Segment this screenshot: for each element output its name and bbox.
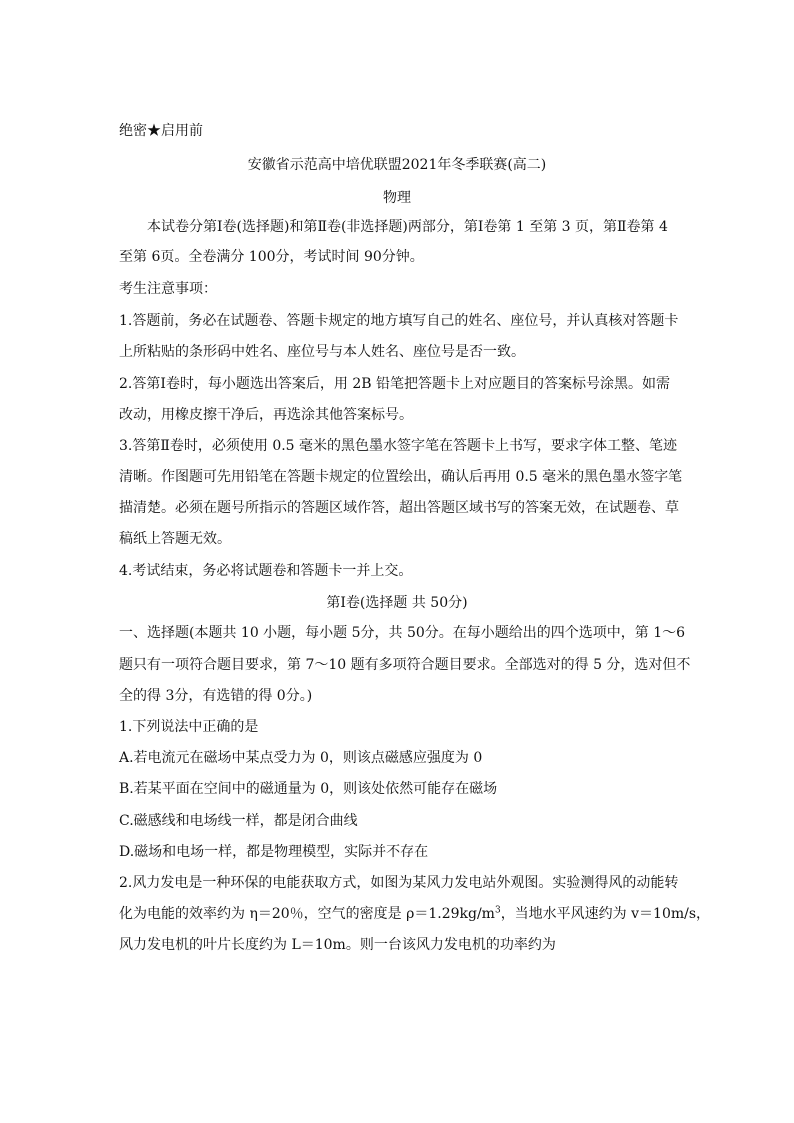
notes-heading: 考生注意事项： [119,281,217,297]
superscript-three: 3 [494,905,501,916]
note-2-line-2: 改动，用橡皮擦干净后，再选涂其他答案标号。 [119,407,413,423]
question-2-line-2-text: 化为电能的效率约为 η＝20％，空气的密度是 ρ＝1.29kg/m [119,906,495,922]
note-3-line-1: 3.答第Ⅱ卷时，必须使用 0.5 毫米的黑色墨水签字笔在答题卡上书写，要求字体工整、笔迹 [119,438,678,454]
question-1-option-c: C.磁感线和电场线一样，都是闭合曲线 [119,813,358,829]
question-2-line-3: 风力发电机的叶片长度约为 L＝10m。则一台该风力发电机的功率约为 [119,937,556,953]
exam-title: 安徽省示范高中培优联盟2021年冬季联赛(高二) [247,157,547,173]
section-1-title: 第Ⅰ卷(选择题 共 50分) [326,595,468,611]
question-1-stem: 1.下列说法中正确的是 [119,719,259,735]
note-3-line-2: 清晰。作图题可先用铅笔在答题卡规定的位置绘出，确认后再用 0.5 毫米的黑色墨水签字笔 [119,469,683,485]
subject-title: 物理 [383,190,411,206]
question-1-option-b: B.若某平面在空间中的磁通量为 0，则该处依然可能存在磁场 [119,781,498,797]
question-1-option-d: D.磁场和电场一样，都是物理模型，实际并不存在 [119,844,429,860]
question-2-line-2-tail: ，当地水平风速约为 v＝10m/s， [500,906,711,922]
question-2-line-1: 2.风力发电是一种环保的电能获取方式，如图为某风力发电站外观图。实验测得风的动能转 [119,875,679,891]
note-1-line-2: 上所粘贴的条形码中姓名、座位号与本人姓名、座位号是否一致。 [119,344,525,360]
intro-line-1: 本试卷分第Ⅰ卷(选择题)和第Ⅱ卷(非选择题)两部分，第Ⅰ卷第 1 至第 3 页，第Ⅱ卷第 4 [147,219,668,235]
note-2-line-1: 2.答第Ⅰ卷时，每小题选出答案后，用 2B 铅笔把答题卡上对应题目的答案标号涂黑。如需 [119,376,670,392]
confidential-mark: 绝密★启用前 [119,123,203,139]
question-2-line-2 [119,905,710,923]
question-1-option-a: A.若电流元在磁场中某点受力为 0，则该点磁感应强度为 0 [119,750,483,766]
note-1-line-1: 1.答题前，务必在试题卷、答题卡规定的地方填写自己的姓名、座位号，并认真核对答题卡 [119,313,679,329]
intro-line-2: 至第 6页。全卷满分 100分，考试时间 90分钟。 [119,249,424,265]
section-1-intro-line-1: 一、选择题(本题共 10 小题，每小题 5分，共 50分。在每小题给出的四个选项中，第 1～6 [119,625,686,641]
section-1-intro-line-2: 题只有一项符合题目要求，第 7～10 题有多项符合题目要求。全部选对的得 5 分，选对但不 [119,657,691,673]
section-1-intro-line-3: 全的得 3分，有选错的得 0分。) [119,688,313,704]
note-3-line-4: 稿纸上答题无效。 [119,531,231,547]
note-3-line-3: 描清楚。必须在题号所指示的答题区域作答，超出答题区域书写的答案无效，在试题卷、草 [119,500,679,516]
note-4: 4.考试结束，务必将试题卷和答题卡一并上交。 [119,563,413,579]
